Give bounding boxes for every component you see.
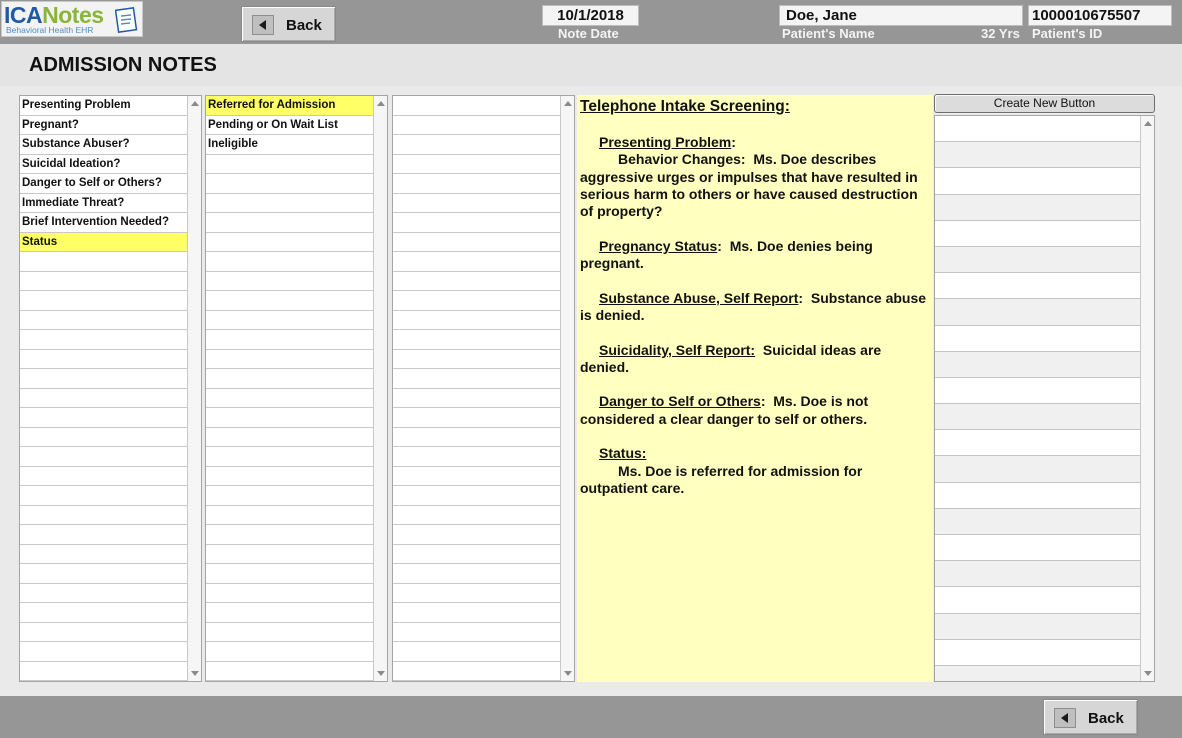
patient-name-field[interactable]: Doe, Jane	[779, 5, 1023, 26]
option-list-item[interactable]	[206, 642, 373, 662]
option-list-item[interactable]	[206, 194, 373, 214]
custom-button-slot[interactable]	[935, 640, 1140, 666]
third-list-item[interactable]	[393, 389, 560, 409]
option-list-item[interactable]	[206, 467, 373, 487]
scroll-up-icon[interactable]	[377, 101, 385, 106]
option-list-item[interactable]	[206, 213, 373, 233]
scroll-up-icon[interactable]	[564, 101, 572, 106]
third-list-item[interactable]	[393, 194, 560, 214]
topic-list-item[interactable]: Substance Abuser?	[20, 135, 187, 155]
custom-button-slot[interactable]	[935, 352, 1140, 378]
custom-button-slot[interactable]	[935, 168, 1140, 194]
option-list-item[interactable]	[206, 155, 373, 175]
logo-subtitle: Behavioral Health EHR	[6, 25, 94, 35]
note-date-field[interactable]: 10/1/2018	[542, 5, 639, 26]
third-scrollbar[interactable]	[560, 96, 574, 681]
custom-button-slot[interactable]	[935, 561, 1140, 587]
topic-list-item[interactable]	[20, 447, 187, 467]
third-list-item[interactable]	[393, 174, 560, 194]
scroll-down-icon[interactable]	[564, 671, 572, 676]
custom-button-slot[interactable]	[935, 404, 1140, 430]
topic-list-item[interactable]	[20, 662, 187, 682]
section-heading: Danger to Self or Others	[599, 393, 761, 410]
third-list-item[interactable]	[393, 252, 560, 272]
third-list-item[interactable]	[393, 155, 560, 175]
option-list-item[interactable]	[206, 291, 373, 311]
third-list-item[interactable]	[393, 447, 560, 467]
third-list-item[interactable]	[393, 116, 560, 136]
note-section: Substance Abuse, Self Report: Substance abuse is denied.	[580, 289, 927, 323]
option-list-item[interactable]	[206, 623, 373, 643]
option-list-item[interactable]	[206, 369, 373, 389]
third-list-item[interactable]	[393, 623, 560, 643]
topic-list-item[interactable]	[20, 369, 187, 389]
scroll-down-icon[interactable]	[1144, 671, 1152, 676]
section-subheading: Behavior Changes:	[618, 151, 746, 168]
option-list-item[interactable]	[206, 603, 373, 623]
note-date-label: Note Date	[558, 26, 619, 41]
third-list-item[interactable]	[393, 428, 560, 448]
custom-button-slot[interactable]	[935, 142, 1140, 168]
option-list-item[interactable]	[206, 525, 373, 545]
note-panel[interactable]	[577, 95, 933, 682]
topic-list-item[interactable]	[20, 330, 187, 350]
option-list-item[interactable]	[206, 408, 373, 428]
note-section	[580, 342, 930, 377]
custom-button-slot[interactable]	[935, 195, 1140, 221]
option-list-item[interactable]	[206, 174, 373, 194]
third-list-item[interactable]	[393, 603, 560, 623]
note-section: Presenting Problem: Behavior Changes: Ms. Doe describes aggressive urges or impulses that have resulted in serious harm to others or have caused destruction of property?	[580, 134, 918, 220]
option-list-item[interactable]	[206, 350, 373, 370]
back-button-top[interactable]	[241, 6, 336, 42]
option-list-item[interactable]	[206, 506, 373, 526]
option-list-item[interactable]	[206, 564, 373, 584]
topic-list-item[interactable]	[20, 642, 187, 662]
third-list-item[interactable]	[393, 642, 560, 662]
third-list-item[interactable]	[393, 291, 560, 311]
section-heading: Presenting Problem	[599, 134, 732, 150]
custom-button-slot[interactable]	[935, 116, 1140, 142]
note-title: Telephone Intake Screening:	[580, 98, 790, 115]
topic-list-item[interactable]: Presenting Problem	[20, 96, 187, 116]
page-title: ADMISSION NOTES	[29, 54, 217, 76]
topics-scrollbar[interactable]	[187, 96, 201, 681]
note-section: Pregnancy Status: Ms. Doe denies being pregnant.	[580, 237, 873, 272]
topic-list-item[interactable]: Immediate Threat?	[20, 194, 187, 214]
bottom-footer-bar	[0, 696, 1182, 738]
topic-list-item[interactable]: Suicidal Ideation?	[20, 155, 187, 175]
section-heading: Status:	[599, 445, 647, 462]
custom-buttons-list[interactable]	[934, 115, 1155, 682]
app-logo	[1, 1, 143, 37]
topic-list-item[interactable]	[20, 525, 187, 545]
custom-button-slot[interactable]	[935, 326, 1140, 352]
topic-list-item[interactable]: Brief Intervention Needed?	[20, 213, 187, 233]
option-list-item[interactable]	[206, 486, 373, 506]
option-list-item[interactable]	[206, 662, 373, 682]
custom-button-slot[interactable]	[935, 273, 1140, 299]
scroll-down-icon[interactable]	[191, 671, 199, 676]
custom-button-slot[interactable]	[935, 430, 1140, 456]
patient-name-label: Patient's Name	[782, 26, 875, 41]
option-list-item[interactable]	[206, 545, 373, 565]
custom-button-slot[interactable]	[935, 509, 1140, 535]
topic-list-item[interactable]	[20, 428, 187, 448]
topic-list-item[interactable]	[20, 564, 187, 584]
topic-list-item[interactable]	[20, 350, 187, 370]
third-list-item[interactable]	[393, 662, 560, 682]
third-list-item[interactable]	[393, 584, 560, 604]
third-list-item[interactable]	[393, 486, 560, 506]
note-section: Danger to Self or Others: Ms. Doe is not considered a clear danger to self or others.	[580, 393, 869, 427]
third-list-item[interactable]	[393, 272, 560, 292]
patient-age: 32 Yrs	[981, 26, 1020, 41]
option-list-item[interactable]	[206, 389, 373, 409]
third-list-item[interactable]	[393, 233, 560, 253]
topic-list-item[interactable]: Danger to Self or Others?	[20, 174, 187, 194]
option-list-item[interactable]	[206, 584, 373, 604]
topic-list-item[interactable]	[20, 272, 187, 292]
back-button-bottom[interactable]	[1043, 699, 1138, 735]
custom-button-slot[interactable]	[935, 299, 1140, 325]
scroll-up-icon[interactable]	[1144, 121, 1152, 126]
topic-list-item[interactable]: Pregnant?	[20, 116, 187, 136]
topic-list-item[interactable]	[20, 506, 187, 526]
option-list-item[interactable]	[206, 447, 373, 467]
section-body: Substance abuse is denied.	[580, 289, 927, 323]
custom-button-slot[interactable]	[935, 378, 1140, 404]
create-new-button[interactable]: Create New Button	[934, 94, 1155, 113]
back-arrow-icon	[252, 15, 274, 35]
topic-list-item[interactable]	[20, 584, 187, 604]
buttons-scrollbar[interactable]	[1140, 116, 1154, 681]
custom-button-slot[interactable]	[935, 221, 1140, 247]
back-button-label: Back	[286, 17, 322, 34]
note-section	[580, 445, 930, 497]
section-body: Ms. Doe is referred for admission for outpatient care.	[580, 462, 863, 496]
third-list-item[interactable]	[393, 311, 560, 331]
back-button-label: Back	[1088, 710, 1124, 727]
section-body: Ms. Doe is not considered a clear danger to self or others.	[580, 393, 869, 427]
top-header-bar	[0, 0, 1182, 44]
back-arrow-icon	[1054, 708, 1076, 728]
option-list-item[interactable]: Ineligible	[206, 135, 373, 155]
custom-button-slot[interactable]	[935, 587, 1140, 613]
scroll-up-icon[interactable]	[191, 101, 199, 106]
third-list-item[interactable]	[393, 545, 560, 565]
topic-list-item[interactable]	[20, 291, 187, 311]
section-heading: Pregnancy Status	[599, 237, 718, 254]
option-list-item[interactable]	[206, 272, 373, 292]
topic-list-item[interactable]	[20, 486, 187, 506]
options-list[interactable]	[205, 95, 388, 682]
third-list-item[interactable]	[393, 408, 560, 428]
third-list-item[interactable]	[393, 525, 560, 545]
options-scrollbar[interactable]	[373, 96, 387, 681]
option-list-item[interactable]	[206, 233, 373, 253]
third-list-item[interactable]	[393, 96, 560, 116]
scroll-down-icon[interactable]	[377, 671, 385, 676]
option-list-item[interactable]	[206, 311, 373, 331]
logo-wordmark: ICANotes	[4, 2, 104, 28]
third-list-item[interactable]	[393, 467, 560, 487]
topic-list-item[interactable]	[20, 467, 187, 487]
topic-list-item[interactable]	[20, 252, 187, 272]
third-list-item[interactable]	[393, 213, 560, 233]
topic-list-item[interactable]	[20, 545, 187, 565]
section-body: Suicidal ideas are denied.	[580, 341, 882, 375]
section-heading: Suicidality, Self Report:	[599, 341, 756, 358]
section-heading: Substance Abuse, Self Report	[599, 289, 799, 306]
custom-button-slot[interactable]	[935, 614, 1140, 640]
option-list-item[interactable]	[206, 428, 373, 448]
custom-button-slot[interactable]	[935, 456, 1140, 482]
topics-list[interactable]	[19, 95, 202, 682]
section-body: Ms. Doe describes aggressive urges or impulses that have resulted in serious harm to others or have caused destruction of property?	[580, 151, 918, 220]
topic-list-item[interactable]	[20, 389, 187, 409]
topic-list-item[interactable]	[20, 623, 187, 643]
third-list[interactable]	[392, 95, 575, 682]
custom-button-slot[interactable]	[935, 247, 1140, 273]
option-list-item[interactable]: Pending or On Wait List	[206, 116, 373, 136]
option-list-item[interactable]: Referred for Admission	[206, 96, 373, 116]
option-list-item[interactable]	[206, 330, 373, 350]
notepad-icon	[115, 6, 141, 34]
third-list-item[interactable]	[393, 564, 560, 584]
patient-id-label: Patient's ID	[1032, 26, 1103, 41]
topic-list-item[interactable]	[20, 603, 187, 623]
custom-button-slot[interactable]	[935, 666, 1140, 682]
option-list-item[interactable]	[206, 252, 373, 272]
topic-list-item[interactable]: Status	[20, 233, 187, 253]
third-list-item[interactable]	[393, 369, 560, 389]
third-list-item[interactable]	[393, 135, 560, 155]
topic-list-item[interactable]	[20, 311, 187, 331]
patient-id-field[interactable]: 1000010675507	[1028, 5, 1172, 26]
custom-button-slot[interactable]	[935, 483, 1140, 509]
third-list-item[interactable]	[393, 350, 560, 370]
third-list-item[interactable]	[393, 330, 560, 350]
topic-list-item[interactable]	[20, 408, 187, 428]
custom-button-slot[interactable]	[935, 535, 1140, 561]
section-body: Ms. Doe denies being pregnant.	[580, 237, 873, 272]
third-list-item[interactable]	[393, 506, 560, 526]
